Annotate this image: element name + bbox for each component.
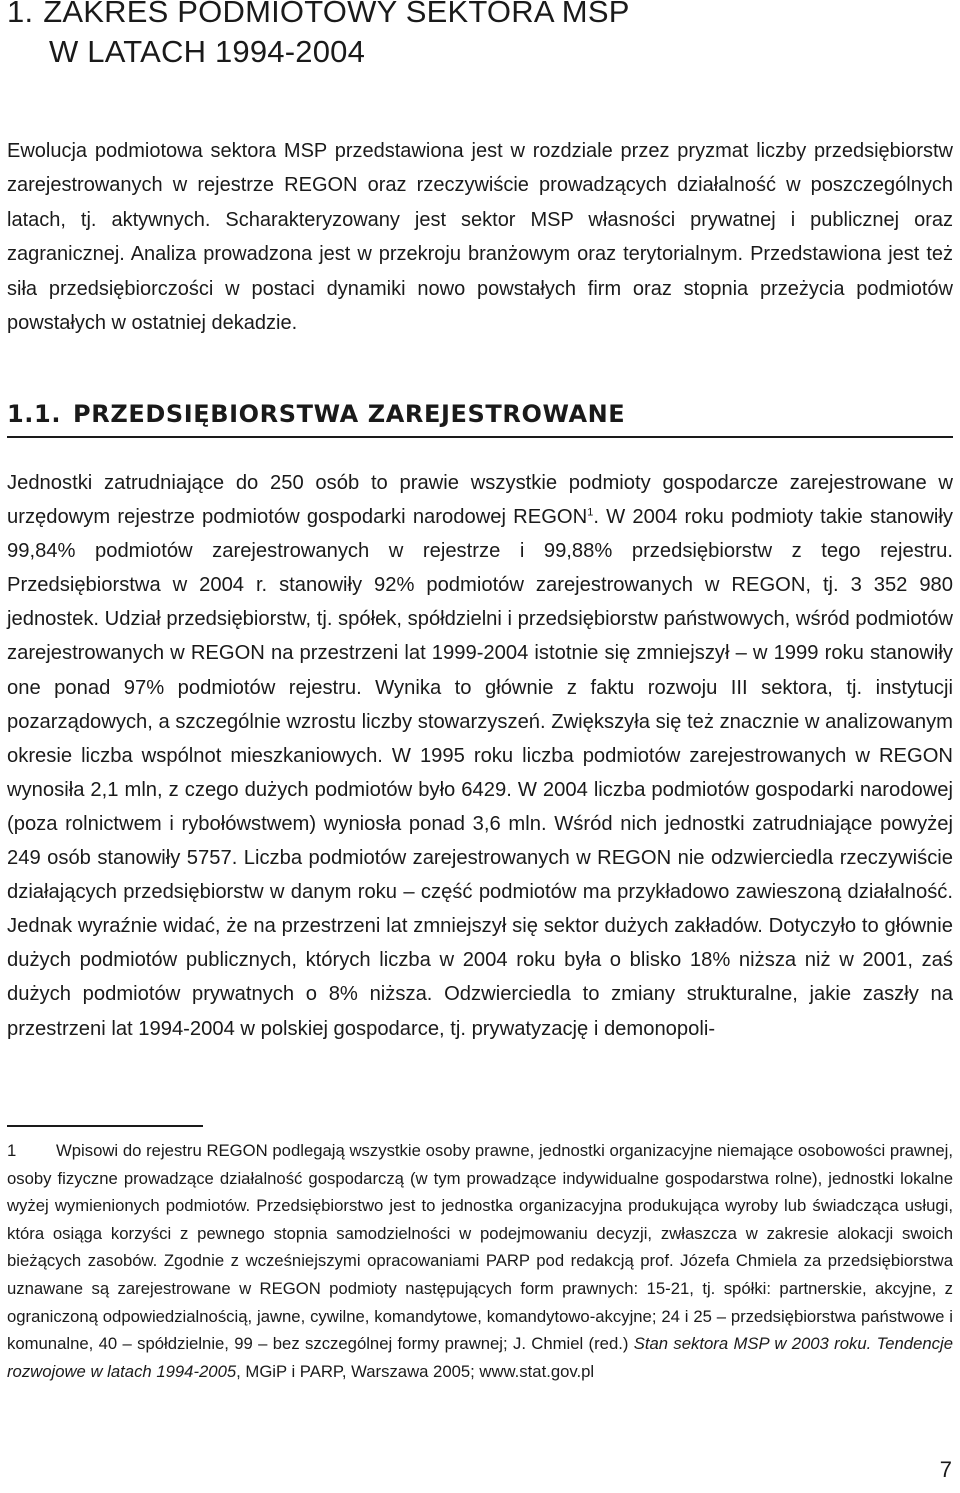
body-paragraph — [7, 466, 953, 1046]
section-number: 1.1. — [7, 400, 62, 428]
footnote-reference: 1 — [587, 506, 594, 519]
footnote-cited-title: Stan sektora MSP w 2003 roku. Tendencje rozwojowe w latach 1994-2005 — [7, 1334, 953, 1381]
chapter-number: 1. — [7, 0, 34, 29]
body-text-part1: Jednostki zatrudniające do 250 osób to prawie wszystkie podmioty gospodarcze zarejestrowane w urzędowym rejestrze podmiotów gospodarki narodowej REGON — [7, 472, 953, 529]
section-title: PRZEDSIĘBIORSTWA ZAREJESTROWANE — [73, 400, 626, 428]
intro-paragraph: Ewolucja podmiotowa sektora MSP przedstawiona jest w rozdziale przez pryzmat liczby przedsiębiorstw zarejestrowanych w rejestrze REGON oraz rzeczywiście prowadzących działalność w poszczególnych latach, tj. aktywnych. Scharakteryzowany jest sektor MSP własności prywatnej i publicznej oraz zagranicznej. Analiza prowadzona jest w przekroju branżowym oraz terytorialnym. Przedstawiona jest też siła przedsiębiorczości w postaci dynamiki nowo powstałych firm oraz stopnia przeżycia podmiotów powstałych w ostatniej dekadzie. — [7, 140, 953, 335]
chapter-title-line2: W LATACH 1994-2004 — [49, 34, 366, 69]
footnote — [7, 1137, 953, 1385]
body-text-part2: . W 2004 roku podmioty takie stanowiły 99,84% podmiotów zarejestrowanych w rejestrze i 99,88% przedsiębiorstw z tego rejestru. Przedsiębiorstwa w 2004 r. stanowiły 92% podmiotów zarejestrowanych w REGON, tj. 3 352 980 jednostek. Udział przedsiębiorstw, tj. spółek, spółdzielni i przedsiębiorstw państwowych, wśród podmiotów zarejestrowanych w REGON na przestrzeni lat 1999-2004 istotnie się zmniejszył – w 1999 roku stanowiły one ponad 97% podmiotów rejestru. Wynika to głównie z faktu rozwoju III sektora, tj. instytucji pozarządowych, a szczególnie wzrostu liczby stowarzyszeń. Zwiększyła się też znacznie w analizowanym okresie liczba wspólnot mieszkaniowych. W 1995 roku liczba podmiotów zarejestrowanych w REGON wynosiła 2,1 mln, z czego dużych podmiotów było 6429. W 2004 liczba podmiotów gospodarki narodowej (poza rolnictwem i rybołówstwem) wyniosła ponad 3,6 mln. Wśród nich jednostki zatrudniające powyżej 249 osób stanowiły 5757. Liczba podmiotów zarejestrowanych w REGON nie odzwierciedla rzeczywiście działających przedsiębiorstw w danym roku – część podmiotów ma przykładowo zawieszoną działalność. Jednak wyraźnie widać, że na przestrzeni lat zmniejszył się sektor dużych zakładów. Dotyczyło to głównie dużych podmiotów publicznych, których liczba w 2004 roku była o blisko 18% niższa niż w 2001, zaś dużych podmiotów prywatnych o 8% niższa. Odzwierciedla to zmiany strukturalne, jakie zaszły na przestrzeni lat 1994-2004 w polskiej gospodarce, tj. prywatyzację i demonopoli- — [7, 506, 954, 1040]
footnote-text-end: , MGiP i PARP, Warszawa 2005; www.stat.gov.pl — [236, 1361, 595, 1381]
footnote-number: 1 — [7, 1141, 17, 1160]
footnote-text-main: Wpisowi do rejestru REGON podlegają wszystkie osoby prawne, jednostki organizacyjne niemające osobowości prawnej, osoby fizyczne prowadzące działalność gospodarczą (w tym prowadzące indywidualne gospodarstwa rolne), jednostki lokalne wyżej wymienionych podmiotów. Przedsiębiorstwo jest to jednostka organizacyjna produkująca wyroby lub świadcząca usługi, która osiąga korzyści z pewnego stopnia samodzielności w podejmowaniu decyzji, zwłaszcza w zakresie alokacji swoich bieżących zasobów. Zgodnie z wcześniejszymi opracowaniami PARP pod redakcją prof. Józefa Chmiela za przedsiębiorstwa uznawane są zarejestrowane w REGON podmioty następujących form prawnych: 15-21, tj. spółki: partnerskie, akcyjne, z ograniczoną odpowiedzialnością, jawne, cywilne, komandytowe, komandytowo-akcyjne; 24 i 25 – przedsiębiorstwa państwowe i komunalne, 40 – spółdzielnie, 99 – bez szczególnej formy prawnej; J. Chmiel (red.) — [7, 1141, 953, 1354]
footnote-divider — [7, 1125, 203, 1127]
chapter-title — [7, 0, 953, 72]
chapter-title-line1: ZAKRES PODMIOTOWY SEKTORA MSP — [43, 0, 630, 29]
page-number: 7 — [939, 1457, 952, 1482]
section-heading — [7, 396, 953, 438]
